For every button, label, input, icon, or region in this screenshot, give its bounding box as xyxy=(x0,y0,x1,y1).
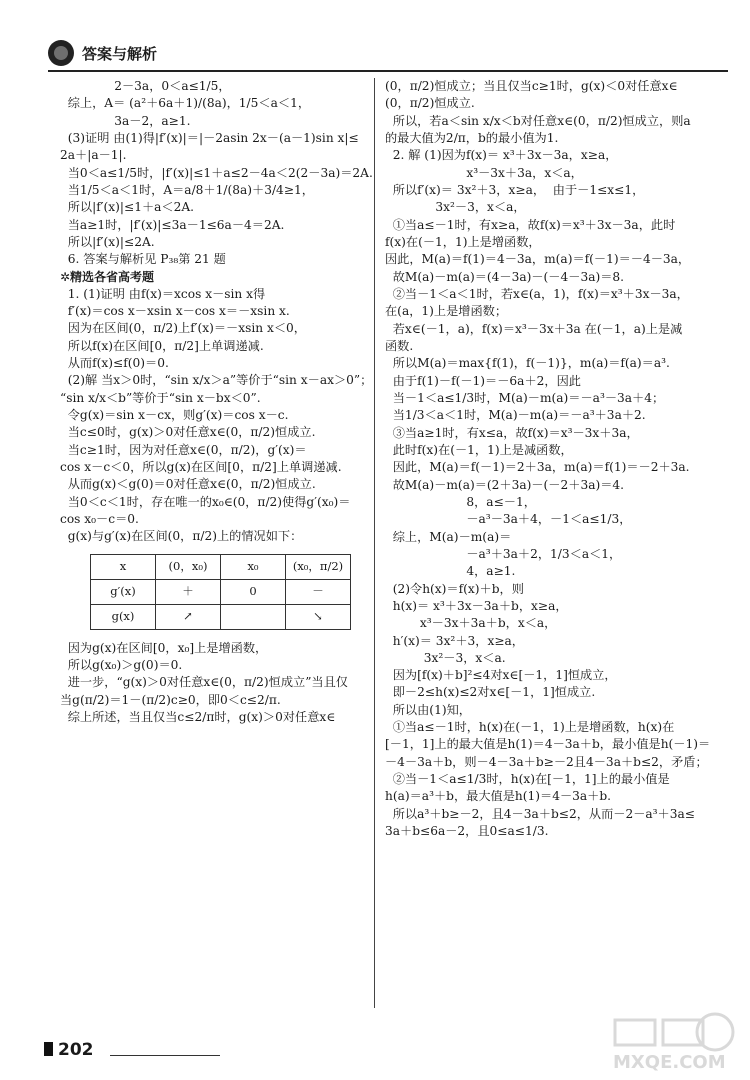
text-line: f′(x)＝cos x－xsin x－cos x＝－xsin x. xyxy=(60,303,290,318)
text-line: h(a)＝a³＋b，最大值是h(1)＝4－3a＋b. xyxy=(385,789,612,804)
text-line: (3)证明 由(1)得|f′(x)|＝|－2asin 2x－(a－1)sin x|≤ xyxy=(60,130,359,145)
table-cell: 0 xyxy=(221,579,286,604)
table-row xyxy=(91,604,351,629)
text-line: h′(x)＝ 3x²＋3，x≥a， xyxy=(385,633,524,648)
text-line: 8，a≤－1， xyxy=(385,494,536,509)
text-line: 所以a³＋b≥－2，且4－3a＋b≤2，从而－2－a³＋3a≤ xyxy=(385,806,695,821)
text-line: 2a＋|a－1|. xyxy=(60,148,127,163)
text-line: h(x)＝ x³＋3x－3a＋b，x≥a， xyxy=(385,598,568,613)
text-line: 所以，若a＜sin x/x＜b对任意x∈(0，π/2)恒成立，则a xyxy=(385,113,691,128)
left-text-block-after xyxy=(60,640,365,727)
text-line: 2. 解 (1)因为f(x)＝ x³＋3x－3a，x≥a， xyxy=(385,148,618,163)
text-line: “sin x/x＜b”等价于“sin x－bx＜0”. xyxy=(60,390,261,405)
page-number: 202 xyxy=(58,1040,94,1060)
text-line: 当g(π/2)＝1－(π/2)c≥0，即0＜c≤2/π. xyxy=(60,692,281,707)
text-line: ①当a≤－1时，h(x)在(－1，1)上是增函数，h(x)在 xyxy=(385,720,675,735)
text-line: 进一步，“g(x)＞0对任意x∈(0，π/2)恒成立”当且仅 xyxy=(60,675,348,690)
text-line: 3a＋b≤6a－2，且0≤a≤1/3. xyxy=(385,824,549,839)
text-line: 即－2≤h(x)≤2对x∈[－1，1]恒成立. xyxy=(385,685,596,700)
text-line: ①当a≤－1时，有x≥a，故f(x)＝x³＋3x－3a，此时 xyxy=(385,217,676,232)
table-cell: x xyxy=(91,554,156,579)
text-line: 当－1＜a≤1/3时，M(a)－m(a)＝－a³－3a＋4； xyxy=(385,390,665,405)
right-text-block xyxy=(385,78,725,840)
table-cell: g′(x) xyxy=(91,579,156,604)
text-line: 因为g(x)在区间[0，x₀]上是增函数， xyxy=(60,640,268,655)
table-row xyxy=(91,554,351,579)
right-column xyxy=(385,78,725,840)
table-cell: (0，x₀) xyxy=(156,554,221,579)
text-line: (2)解 当x＞0时，“sin x/x＞a”等价于“sin x－ax＞0”； xyxy=(60,373,373,388)
text-line: ③当a≥1时，有x≤a，故f(x)＝x³－3x＋3a， xyxy=(385,425,639,440)
text-line: x³－3x＋3a，x＜a， xyxy=(385,165,583,180)
text-line: 因为[f(x)＋b]²≤4对x∈[－1，1]恒成立， xyxy=(385,668,617,683)
table-cell: － xyxy=(286,579,351,604)
table-cell: ＋ xyxy=(156,579,221,604)
table-cell: g(x) xyxy=(91,604,156,629)
table-cell xyxy=(221,604,286,629)
text-line: 所以|f′(x)|≤1＋a＜2A. xyxy=(60,200,195,215)
text-line: 故M(a)－m(a)＝(4－3a)－(－4－3a)＝8. xyxy=(385,269,625,284)
table-cell: x₀ xyxy=(221,554,286,579)
text-line: 2－3a，0＜a≤1/5， xyxy=(60,79,231,93)
header-rule xyxy=(48,70,728,72)
text-line: 当0＜a≤1/5时，|f′(x)|≤1＋a≤2－4a＜2(2－3a)＝2A. xyxy=(60,165,373,180)
text-line: 4，a≥1. xyxy=(385,564,516,579)
text-line: 函数. xyxy=(385,338,414,353)
text-line: 当a≥1时，|f′(x)|≤3a－1≤6a－4＝2A. xyxy=(60,217,285,232)
text-line: 因此，M(a)＝f(－1)＝2＋3a，m(a)＝f(1)＝－2＋3a. xyxy=(385,460,690,475)
text-line: 6. 答案与解析见 P₃₈第 21 题 xyxy=(60,252,226,267)
text-line: ✲精选各省高考题 xyxy=(60,269,155,284)
page-header xyxy=(48,40,728,70)
text-line: 综上，A＝ (a²＋6a＋1)/(8a)，1/5＜a＜1， xyxy=(60,96,311,111)
left-text-block xyxy=(60,78,373,546)
text-line: 当0＜c＜1时，存在唯一的x₀∈(0，π/2)使得g′(x₀)＝ xyxy=(60,494,351,509)
text-line: 当c≥1时，因为对任意x∈(0，π/2)，g′(x)＝ xyxy=(60,442,307,457)
text-line: 综上，M(a)－m(a)＝ xyxy=(385,529,512,544)
text-line: 所以g(x₀)＞g(0)＝0. xyxy=(60,657,183,672)
text-line: cos x₀－c＝0. xyxy=(60,511,139,526)
text-line: (0，π/2)恒成立；当且仅当c≥1时，g(x)＜0对任意x∈ xyxy=(385,79,678,93)
text-line: 令g(x)＝sin x－cx，则g′(x)＝cos x－c. xyxy=(60,407,289,422)
text-line: 因为在区间(0，π/2)上f′(x)＝－xsin x＜0， xyxy=(60,321,306,336)
text-line: x³－3x＋3a＋b，x＜a， xyxy=(385,616,557,631)
text-line: 的最大值为2/π，b的最小值为1. xyxy=(385,130,559,145)
book-logo-icon xyxy=(48,40,74,66)
table-cell: ↗ xyxy=(156,604,221,629)
text-line: 3x²－3，x＜a， xyxy=(385,200,526,215)
text-line: (0，π/2)恒成立. xyxy=(385,96,475,111)
text-line: 当c≤0时，g(x)＞0对任意x∈(0，π/2)恒成立. xyxy=(60,425,316,440)
text-line: 所以f(x)在区间[0，π/2]上单调递减. xyxy=(60,338,264,353)
text-line: 从而f(x)≤f(0)＝0. xyxy=(60,355,169,370)
text-line: 从而g(x)＜g(0)＝0对任意x∈(0，π/2)恒成立. xyxy=(60,477,316,492)
left-column xyxy=(60,78,373,726)
watermark-logo xyxy=(605,1010,745,1075)
text-line: [－1，1]上的最大值是h(1)＝4－3a＋b，最小值是h(－1)＝ xyxy=(385,737,711,752)
table-row xyxy=(91,579,351,604)
text-line: g(x)与g′(x)在区间(0，π/2)上的情况如下： xyxy=(60,529,303,544)
text-line: 3a－2，a≥1. xyxy=(60,113,191,128)
text-line: －a³－3a＋4，－1＜a≤1/3， xyxy=(385,512,632,527)
text-line: 当1/3＜a＜1时，M(a)－m(a)＝－a³＋3a＋2. xyxy=(385,408,646,423)
text-line: 所以由(1)知， xyxy=(385,702,471,717)
text-line: 1. (1)证明 由f(x)＝xcos x－sin x得 xyxy=(60,286,266,301)
text-line: 当1/5＜a＜1时，A＝a/8＋1/(8a)＋3/4≥1， xyxy=(60,182,314,197)
text-line: (2)令h(x)＝f(x)＋b，则 xyxy=(385,581,524,596)
text-line: －4－3a＋b，则－4－3a＋b≥－2且4－3a＋b≤2，矛盾； xyxy=(385,754,708,769)
text-line: －a³＋3a＋2，1/3＜a＜1， xyxy=(385,546,622,561)
text-line: 综上所述，当且仅当c≤2/π时，g(x)＞0对任意x∈ xyxy=(60,709,336,724)
svg-text:MXQE.COM: MXQE.COM xyxy=(613,1052,726,1073)
column-divider xyxy=(374,78,375,1008)
text-line: 由于f(1)－f(－1)＝－6a＋2，因此 xyxy=(385,373,581,388)
footer-rule xyxy=(110,1055,220,1056)
table-cell: (x₀，π/2) xyxy=(286,554,351,579)
text-line: 3x²－3，x＜a. xyxy=(385,650,506,665)
text-line: 此时f(x)在(－1，1)上是减函数， xyxy=(385,442,573,457)
text-line: f(x)在(－1，1)上是增函数， xyxy=(385,234,541,249)
text-line: ②当－1＜a≤1/3时，h(x)在[－1，1]上的最小值是 xyxy=(385,772,670,787)
header-title: 答案与解析 xyxy=(82,45,158,63)
text-line: 所以|f′(x)|≤2A. xyxy=(60,234,155,249)
text-line: 若x∈(－1，a)，f(x)＝x³－3x＋3a 在(－1，a)上是减 xyxy=(385,321,683,336)
table-cell: ↘ xyxy=(286,604,351,629)
text-line: 所以M(a)＝max{f(1)，f(－1)}，m(a)＝f(a)＝a³. xyxy=(385,356,670,371)
text-line: ②当－1＜a＜1时，若x∈(a，1)，f(x)＝x³＋3x－3a， xyxy=(385,286,689,301)
footer-square-icon xyxy=(44,1042,53,1056)
sign-table xyxy=(90,554,351,630)
text-line: 故M(a)－m(a)＝(2＋3a)－(－2＋3a)＝4. xyxy=(385,477,625,492)
text-line: 因此，M(a)＝f(1)＝4－3a，m(a)＝f(－1)＝－4－3a， xyxy=(385,252,691,267)
text-line: 在(a，1)上是增函数； xyxy=(385,304,508,319)
text-line: 所以f′(x)＝ 3x²＋3，x≥a， 由于－1≤x≤1， xyxy=(385,182,645,197)
text-line: cos x－c＜0，所以g(x)在区间[0，π/2]上单调递减. xyxy=(60,459,342,474)
